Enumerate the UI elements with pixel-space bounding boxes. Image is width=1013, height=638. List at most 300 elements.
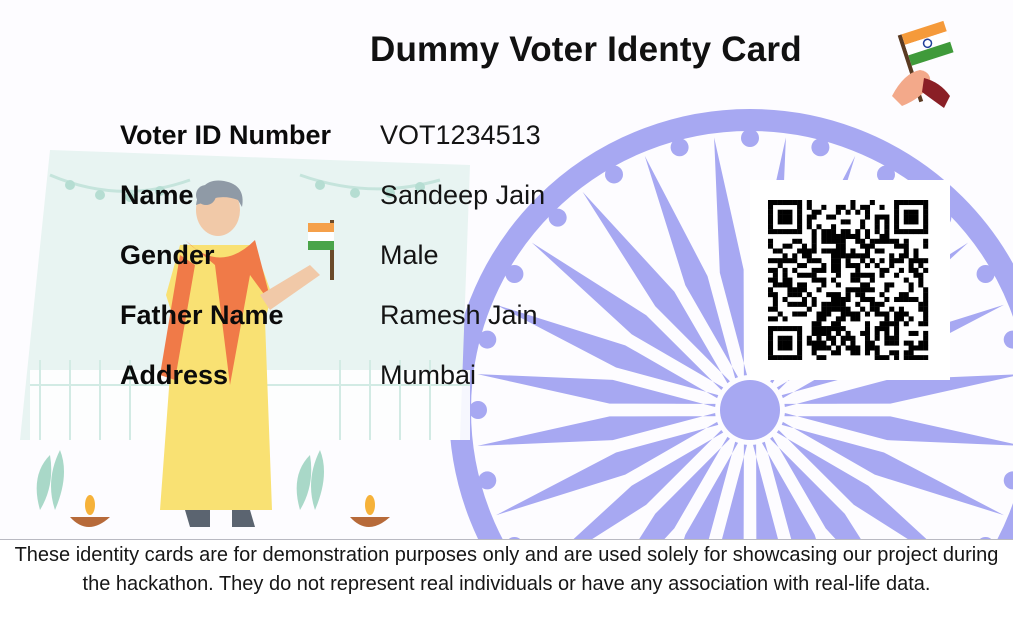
- qr-module: [855, 268, 860, 273]
- qr-module: [894, 341, 899, 346]
- qr-module: [816, 316, 821, 321]
- qr-module: [778, 248, 783, 253]
- qr-module: [787, 287, 792, 292]
- qr-module: [865, 282, 870, 287]
- qr-module: [850, 263, 855, 268]
- qr-module: [904, 210, 909, 215]
- qr-module: [889, 263, 894, 268]
- qr-module: [802, 273, 807, 278]
- qr-module: [875, 229, 880, 234]
- qr-module: [797, 336, 802, 341]
- qr-module: [812, 297, 817, 302]
- qr-module: [836, 258, 841, 263]
- qr-module: [783, 282, 788, 287]
- qr-module: [884, 341, 889, 346]
- qr-module: [812, 331, 817, 336]
- qr-module: [768, 307, 773, 312]
- qr-module: [797, 205, 802, 210]
- qr-module: [918, 258, 923, 263]
- qr-module: [773, 307, 778, 312]
- qr-module: [841, 205, 846, 210]
- qr-module: [894, 224, 899, 229]
- qr-module: [783, 215, 788, 220]
- qr-module: [880, 258, 885, 263]
- qr-module: [841, 297, 846, 302]
- qr-module: [792, 287, 797, 292]
- qr-module: [846, 219, 851, 224]
- qr-module: [860, 239, 865, 244]
- qr-module: [923, 268, 928, 273]
- qr-module: [797, 210, 802, 215]
- qr-module: [787, 345, 792, 350]
- qr-module: [802, 302, 807, 307]
- qr-module: [865, 341, 870, 346]
- qr-module: [904, 229, 909, 234]
- qr-module: [787, 278, 792, 283]
- qr-module: [836, 273, 841, 278]
- qr-module: [909, 341, 914, 346]
- qr-module: [821, 268, 826, 273]
- qr-module: [918, 321, 923, 326]
- qr-module: [909, 350, 914, 355]
- qr-module: [841, 341, 846, 346]
- qr-module: [821, 278, 826, 283]
- qr-module: [821, 239, 826, 244]
- qr-module: [894, 229, 899, 234]
- qr-module: [768, 326, 773, 331]
- qr-module: [807, 341, 812, 346]
- qr-module: [826, 248, 831, 253]
- qr-module: [797, 215, 802, 220]
- qr-module: [807, 200, 812, 205]
- qr-module: [797, 350, 802, 355]
- qr-module: [773, 268, 778, 273]
- qr-module: [807, 292, 812, 297]
- qr-module: [855, 350, 860, 355]
- qr-module: [846, 312, 851, 317]
- qr-module: [860, 287, 865, 292]
- qr-module: [884, 326, 889, 331]
- qr-module: [783, 268, 788, 273]
- qr-module: [821, 307, 826, 312]
- qr-module: [913, 345, 918, 350]
- qr-module: [797, 239, 802, 244]
- qr-module: [841, 302, 846, 307]
- qr-module: [894, 215, 899, 220]
- qr-module: [816, 287, 821, 292]
- qr-module: [821, 316, 826, 321]
- qr-module: [870, 239, 875, 244]
- qr-module: [821, 205, 826, 210]
- qr-module: [850, 253, 855, 258]
- qr-module: [773, 282, 778, 287]
- qr-module: [821, 248, 826, 253]
- qr-module: [836, 282, 841, 287]
- qr-module: [773, 258, 778, 263]
- qr-module: [821, 229, 826, 234]
- qr-module: [884, 282, 889, 287]
- qr-module: [870, 200, 875, 205]
- qr-module: [826, 345, 831, 350]
- chakra-rim-bump: [671, 138, 689, 156]
- qr-module: [802, 248, 807, 253]
- qr-module: [918, 345, 923, 350]
- qr-module: [923, 215, 928, 220]
- qr-module: [846, 258, 851, 263]
- qr-module: [865, 331, 870, 336]
- qr-module: [850, 205, 855, 210]
- qr-module: [816, 268, 821, 273]
- qr-module: [812, 345, 817, 350]
- qr-module: [850, 341, 855, 346]
- qr-module: [802, 312, 807, 317]
- qr-module: [870, 341, 875, 346]
- qr-module: [894, 258, 899, 263]
- qr-module: [821, 234, 826, 239]
- qr-module: [792, 258, 797, 263]
- field-value-voter-id: VOT1234513: [380, 120, 541, 150]
- qr-module: [846, 292, 851, 297]
- qr-module: [787, 355, 792, 360]
- qr-module: [899, 292, 904, 297]
- qr-module: [826, 307, 831, 312]
- qr-code: [750, 180, 950, 380]
- qr-module: [884, 321, 889, 326]
- qr-module: [831, 239, 836, 244]
- qr-module: [918, 302, 923, 307]
- qr-module: [792, 292, 797, 297]
- field-value-father-name: Ramesh Jain: [380, 300, 538, 330]
- qr-module: [797, 229, 802, 234]
- qr-module: [773, 302, 778, 307]
- qr-module: [812, 210, 817, 215]
- qr-module: [860, 292, 865, 297]
- qr-module: [778, 345, 783, 350]
- qr-module: [913, 355, 918, 360]
- qr-module: [812, 215, 817, 220]
- qr-module: [855, 278, 860, 283]
- qr-module: [831, 263, 836, 268]
- qr-module: [913, 253, 918, 258]
- qr-module: [860, 219, 865, 224]
- qr-module: [812, 302, 817, 307]
- qr-module: [787, 302, 792, 307]
- field-label-address: Address: [120, 360, 229, 390]
- qr-module: [778, 263, 783, 268]
- qr-module: [923, 316, 928, 321]
- qr-module: [923, 205, 928, 210]
- qr-module: [792, 268, 797, 273]
- qr-module: [768, 345, 773, 350]
- qr-module: [870, 258, 875, 263]
- qr-module: [880, 312, 885, 317]
- qr-module: [816, 258, 821, 263]
- qr-module: [918, 273, 923, 278]
- qr-module: [836, 253, 841, 258]
- qr-module: [812, 326, 817, 331]
- qr-module: [865, 253, 870, 258]
- qr-module: [841, 229, 846, 234]
- qr-module: [831, 253, 836, 258]
- qr-module: [836, 297, 841, 302]
- field-label-gender: Gender: [120, 240, 215, 270]
- qr-module: [821, 312, 826, 317]
- qr-module: [831, 278, 836, 283]
- qr-module: [850, 287, 855, 292]
- qr-module: [909, 282, 914, 287]
- qr-module: [792, 253, 797, 258]
- qr-module: [855, 292, 860, 297]
- qr-module: [802, 282, 807, 287]
- qr-module: [773, 273, 778, 278]
- qr-module: [870, 297, 875, 302]
- qr-module: [797, 273, 802, 278]
- qr-module: [846, 336, 851, 341]
- qr-module: [768, 355, 773, 360]
- qr-module: [894, 326, 899, 331]
- qr-module: [768, 331, 773, 336]
- chakra-rim-bump: [478, 471, 496, 489]
- qr-module: [855, 253, 860, 258]
- qr-module: [923, 287, 928, 292]
- qr-module: [909, 229, 914, 234]
- qr-module: [855, 316, 860, 321]
- qr-module: [836, 239, 841, 244]
- qr-module: [875, 350, 880, 355]
- qr-module: [826, 229, 831, 234]
- qr-module: [904, 292, 909, 297]
- qr-module: [894, 210, 899, 215]
- qr-module: [904, 248, 909, 253]
- qr-module: [909, 268, 914, 273]
- qr-module: [797, 326, 802, 331]
- qr-module: [884, 215, 889, 220]
- qr-module: [875, 345, 880, 350]
- qr-module: [778, 312, 783, 317]
- qr-module: [816, 210, 821, 215]
- qr-module: [855, 210, 860, 215]
- qr-module: [821, 263, 826, 268]
- qr-module: [773, 316, 778, 321]
- qr-module: [909, 215, 914, 220]
- qr-module: [787, 219, 792, 224]
- qr-module: [894, 350, 899, 355]
- qr-module: [850, 273, 855, 278]
- qr-module: [894, 316, 899, 321]
- qr-module: [846, 229, 851, 234]
- chakra-rim-bump: [741, 129, 759, 147]
- qr-module: [812, 278, 817, 283]
- qr-module: [884, 224, 889, 229]
- chakra-rim-bump: [977, 265, 995, 283]
- qr-module: [855, 287, 860, 292]
- qr-module: [880, 273, 885, 278]
- qr-module: [802, 253, 807, 258]
- qr-module: [831, 292, 836, 297]
- qr-module: [816, 355, 821, 360]
- qr-module: [836, 292, 841, 297]
- qr-module: [899, 307, 904, 312]
- qr-module: [880, 321, 885, 326]
- qr-module: [846, 253, 851, 258]
- qr-module: [860, 297, 865, 302]
- qr-module: [904, 321, 909, 326]
- qr-module: [913, 258, 918, 263]
- qr-module: [889, 321, 894, 326]
- qr-module: [783, 316, 788, 321]
- field-value-gender: Male: [380, 240, 439, 270]
- qr-module: [850, 278, 855, 283]
- field-value-name: Sandeep Jain: [380, 180, 546, 210]
- qr-module: [773, 248, 778, 253]
- qr-module: [778, 229, 783, 234]
- qr-module: [860, 331, 865, 336]
- qr-module: [821, 341, 826, 346]
- qr-module: [812, 321, 817, 326]
- qr-module: [880, 239, 885, 244]
- qr-module: [860, 224, 865, 229]
- qr-module: [923, 302, 928, 307]
- qr-module: [797, 312, 802, 317]
- qr-module: [894, 312, 899, 317]
- qr-module: [855, 302, 860, 307]
- qr-module: [797, 263, 802, 268]
- qr-module: [913, 248, 918, 253]
- qr-module: [918, 282, 923, 287]
- qr-module: [826, 239, 831, 244]
- qr-module: [870, 278, 875, 283]
- field-label-voter-id: Voter ID Number: [120, 120, 332, 150]
- qr-module: [768, 341, 773, 346]
- qr-module: [812, 268, 817, 273]
- qr-module: [787, 215, 792, 220]
- qr-module: [836, 234, 841, 239]
- qr-module: [831, 341, 836, 346]
- qr-module: [913, 200, 918, 205]
- qr-module: [875, 302, 880, 307]
- qr-module: [889, 258, 894, 263]
- qr-module: [923, 244, 928, 249]
- qr-module: [855, 239, 860, 244]
- qr-module: [836, 205, 841, 210]
- qr-module: [841, 244, 846, 249]
- qr-module: [855, 263, 860, 268]
- qr-module: [865, 326, 870, 331]
- qr-module: [826, 312, 831, 317]
- qr-module: [802, 287, 807, 292]
- qr-module: [889, 253, 894, 258]
- qr-module: [884, 287, 889, 292]
- qr-module: [865, 205, 870, 210]
- qr-module: [797, 200, 802, 205]
- qr-module: [831, 307, 836, 312]
- qr-module: [778, 258, 783, 263]
- qr-module: [826, 331, 831, 336]
- chakra-rim-bump: [549, 209, 567, 227]
- qr-module: [836, 302, 841, 307]
- qr-module: [797, 341, 802, 346]
- qr-module: [865, 263, 870, 268]
- qr-module: [797, 302, 802, 307]
- qr-module: [875, 312, 880, 317]
- qr-module: [870, 345, 875, 350]
- chakra-rim-bump: [505, 265, 523, 283]
- qr-module: [846, 345, 851, 350]
- qr-module: [875, 239, 880, 244]
- qr-module: [850, 345, 855, 350]
- qr-module: [831, 302, 836, 307]
- qr-module: [918, 200, 923, 205]
- qr-module: [841, 326, 846, 331]
- qr-module: [768, 200, 773, 205]
- qr-module: [860, 307, 865, 312]
- qr-module: [797, 292, 802, 297]
- qr-module: [870, 244, 875, 249]
- qr-module: [884, 336, 889, 341]
- qr-module: [918, 341, 923, 346]
- qr-module: [792, 302, 797, 307]
- qr-module: [860, 282, 865, 287]
- qr-module: [787, 210, 792, 215]
- qr-module: [816, 321, 821, 326]
- qr-module: [773, 292, 778, 297]
- chakra-rim-bump: [478, 331, 496, 349]
- qr-module: [841, 316, 846, 321]
- qr-module: [913, 215, 918, 220]
- qr-module: [889, 341, 894, 346]
- qr-module: [904, 253, 909, 258]
- qr-module: [875, 326, 880, 331]
- qr-module: [904, 200, 909, 205]
- qr-module: [778, 336, 783, 341]
- qr-module: [778, 355, 783, 360]
- qr-module: [792, 355, 797, 360]
- qr-module: [797, 282, 802, 287]
- qr-module: [894, 219, 899, 224]
- qr-module: [836, 263, 841, 268]
- qr-module: [889, 307, 894, 312]
- qr-module: [821, 345, 826, 350]
- qr-module: [773, 355, 778, 360]
- qr-module: [875, 248, 880, 253]
- qr-module: [836, 326, 841, 331]
- qr-module: [836, 331, 841, 336]
- qr-module: [802, 263, 807, 268]
- qr-module: [894, 331, 899, 336]
- qr-module: [923, 336, 928, 341]
- qr-module: [855, 312, 860, 317]
- qr-module: [918, 263, 923, 268]
- qr-module: [850, 234, 855, 239]
- qr-module: [783, 297, 788, 302]
- qr-module: [816, 326, 821, 331]
- qr-module: [831, 297, 836, 302]
- qr-module: [913, 210, 918, 215]
- qr-module: [923, 200, 928, 205]
- qr-module: [841, 336, 846, 341]
- qr-module: [884, 297, 889, 302]
- qr-module: [904, 278, 909, 283]
- qr-module: [831, 321, 836, 326]
- qr-module: [846, 297, 851, 302]
- qr-module: [918, 229, 923, 234]
- qr-module: [880, 248, 885, 253]
- qr-module: [783, 326, 788, 331]
- qr-module: [865, 321, 870, 326]
- qr-module: [831, 258, 836, 263]
- qr-module: [865, 345, 870, 350]
- qr-module: [787, 292, 792, 297]
